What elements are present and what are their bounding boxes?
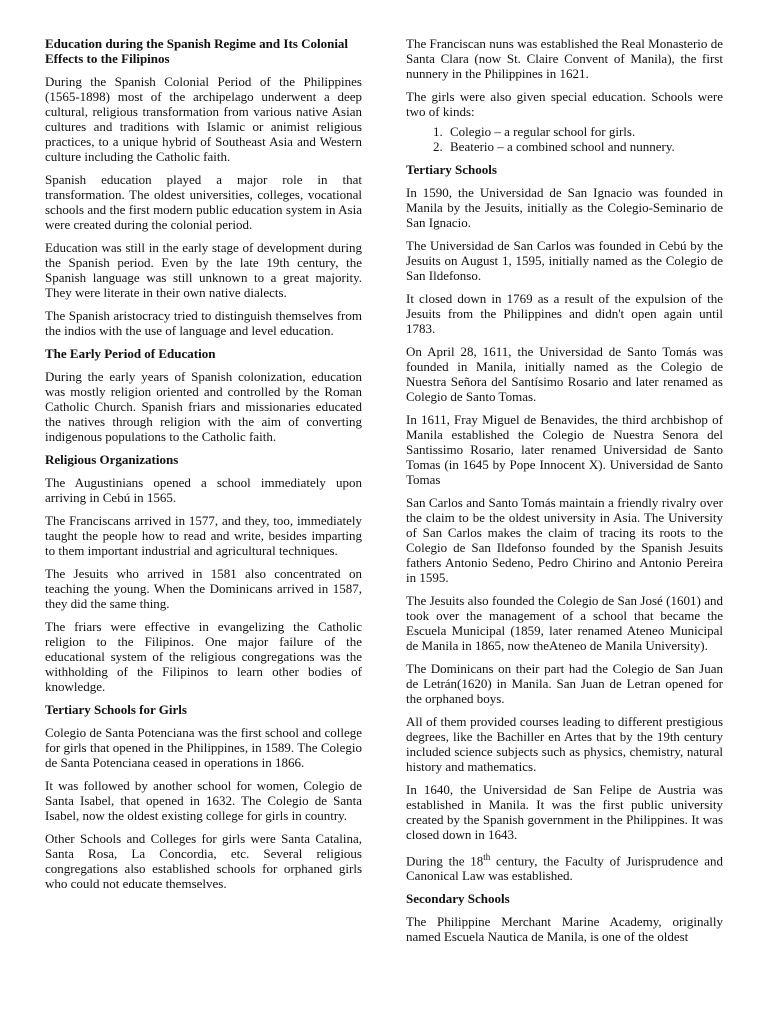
paragraph: In 1611, Fray Miguel de Benavides, the third archbishop of Manila established the Colegio de Nuestra Senora del Santissimo Rosario, later renamed Universidad de Santo Tomas (in 1645 by Pope Innocent X). Universidad de Santo Tomas xyxy=(406,412,723,487)
left-column xyxy=(45,36,362,899)
paragraph: The Universidad de San Carlos was founded in Cebú by the Jesuits on August 1, 1595, initially named as the Colegio de San Ildefonso. xyxy=(406,238,723,283)
paragraph: It closed down in 1769 as a result of the expulsion of the Jesuits from the Philippines and didn't open again until 1783. xyxy=(406,291,723,336)
section-heading-tertiary-schools: Tertiary Schools xyxy=(406,162,497,177)
paragraph: The Dominicans on their part had the Colegio de San Juan de Letrán(1620) in Manila. San Juan de Letran opened for the orphaned boys. xyxy=(406,661,723,706)
paragraph: The Augustinians opened a school immediately upon arriving in Cebú in 1565. xyxy=(45,475,362,505)
paragraph: Spanish education played a major role in that transformation. The oldest universities, colleges, vocational schools and the first modern public education system in Asia were created during the colonial period. xyxy=(45,172,362,232)
paragraph: The Franciscan nuns was established the Real Monasterio de Santa Clara (now St. Claire Convent of Manila), the first nunnery in the Philippines in 1621. xyxy=(406,36,723,81)
superscript: th xyxy=(483,852,491,862)
paragraph: The Franciscans arrived in 1577, and they, too, immediately taught the people how to read and write, besides imparting to them important industrial and agricultural techniques. xyxy=(45,513,362,558)
document-title: Education during the Spanish Regime and Its Colonial Effects to the Filipinos xyxy=(45,36,349,66)
paragraph: The Jesuits who arrived in 1581 also concentrated on teaching the young. When the Dominicans arrived in 1587, they did the same thing. xyxy=(45,566,362,611)
text-run: During the 18 xyxy=(406,853,484,869)
paragraph: During the Spanish Colonial Period of the Philippines (1565-1898) most of the archipelago underwent a deep cultural, religious transformation from various native Asian cultures and traditions with Islamic or animist religious practices, to a unique hybrid of Southeast Asia and Western culture including the Catholic faith. xyxy=(45,74,362,164)
paragraph: Education was still in the early stage of development during the Spanish period. Even by the late 19th century, the Spanish language was still unknown to a great majority. They were literate in their own native dialects. xyxy=(45,240,362,300)
paragraph: The girls were also given special education. Schools were two of kinds: xyxy=(406,89,723,119)
school-kinds-list xyxy=(406,124,723,154)
paragraph: In 1640, the Universidad de San Felipe de Austria was established in Manila. It was the first public university created by the Spanish government in the Philippines. It was closed down in 1643. xyxy=(406,782,723,842)
paragraph: The Spanish aristocracy tried to distinguish themselves from the indios with the use of language and level education. xyxy=(45,308,362,338)
paragraph: The Jesuits also founded the Colegio de San José (1601) and took over the management of a school that became the Escuela Municipal (1859, later renamed Ateneo Municipal de Manila in 1865, now theAteneo de Manila University). xyxy=(406,593,723,653)
right-column xyxy=(406,36,723,952)
paragraph: Colegio de Santa Potenciana was the first school and college for girls that opened in the Philippines, in 1589. The Colegio de Santa Potenciana ceased in operations in 1866. xyxy=(45,725,362,770)
paragraph: During the early years of Spanish colonization, education was mostly religion oriented and controlled by the Roman Catholic Church. Spanish friars and missionaries educated the natives through religion with the aim of converting indigenous populations to the Catholic faith. xyxy=(45,369,362,444)
text-run: century, the Faculty of Jurisprudence and Canonical Law was established. xyxy=(406,853,723,884)
paragraph: In 1590, the Universidad de San Ignacio was founded in Manila by the Jesuits, initially as the Colegio-Seminario de San Ignacio. xyxy=(406,185,723,230)
list-item: 2. Beaterio – a combined school and nunnery. xyxy=(446,139,723,154)
paragraph: Other Schools and Colleges for girls were Santa Catalina, Santa Rosa, La Concordia, etc. Several religious congregations also established schools for orphaned girls who could not educate themselves. xyxy=(45,831,362,891)
section-heading-early-period: The Early Period of Education xyxy=(45,346,216,361)
paragraph: On April 28, 1611, the Universidad de Santo Tomás was founded in Manila, initially named as the Colegio de Nuestra Señora del Santísimo Rosario and later renamed as Colegio de Santo Tomas. xyxy=(406,344,723,404)
paragraph: The friars were effective in evangelizing the Catholic religion to the Filipinos. One major failure of the educational system of the religious congregations was the withholding of the Filipinos to learn other bodies of knowledge. xyxy=(45,619,362,694)
paragraph xyxy=(406,850,723,883)
section-heading-tertiary-schools-girls: Tertiary Schools for Girls xyxy=(45,702,187,717)
paragraph: San Carlos and Santo Tomás maintain a friendly rivalry over the claim to be the oldest university in Asia. The University of San Carlos makes the claim of tracing its roots to the Colegio de San Ildefonso founded by the Spanish Jesuits fathers Antonio Sedeno, Pedro Chirino and Antonio Pereira in 1595. xyxy=(406,495,723,585)
section-heading-secondary-schools: Secondary Schools xyxy=(406,891,510,907)
paragraph: The Philippine Merchant Marine Academy, originally named Escuela Nautica de Manila, is one of the oldest xyxy=(406,914,723,945)
paragraph: It was followed by another school for women, Colegio de Santa Isabel, that opened in 1632. The Colegio de Santa Isabel, now the oldest existing college for girls in country. xyxy=(45,778,362,823)
section-heading-religious-organizations: Religious Organizations xyxy=(45,452,179,467)
paragraph: All of them provided courses leading to different prestigious degrees, like the Bachiller en Artes that by the 19th century included science subjects such as physics, chemistry, natural history and mathematics. xyxy=(406,714,723,774)
list-item: 1. Colegio – a regular school for girls. xyxy=(446,124,723,139)
